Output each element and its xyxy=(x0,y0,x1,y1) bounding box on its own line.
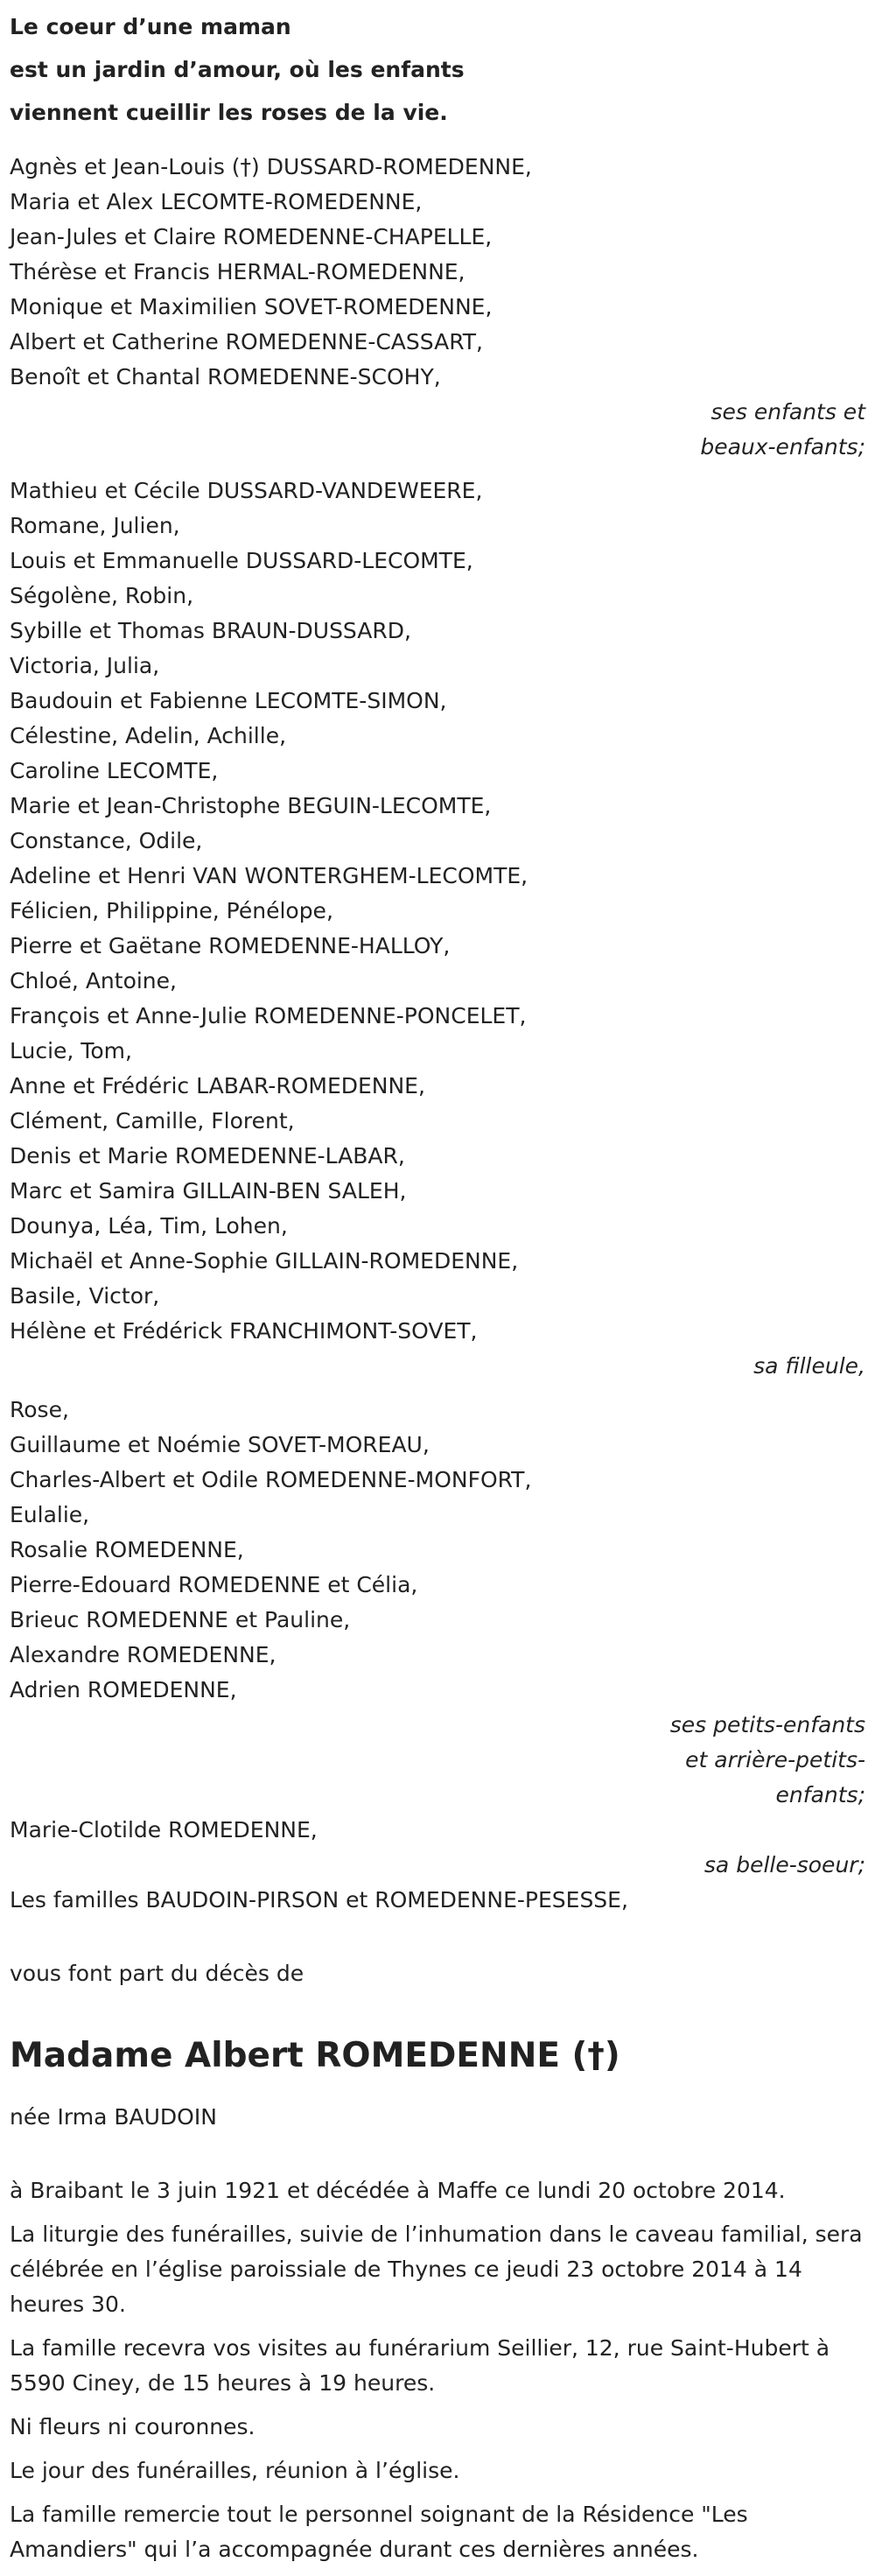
quote-line: viennent cueillir les roses de la vie. xyxy=(10,100,448,125)
list-item: Albert et Catherine ROMEDENNE-CASSART, xyxy=(10,329,483,354)
list-item: Marc et Samira GILLAIN-BEN SALEH, xyxy=(10,1178,407,1204)
list-item: François et Anne-Julie ROMEDENNE-PONCELET, xyxy=(10,1003,527,1028)
list-item: Victoria, Julia, xyxy=(10,653,160,678)
list-item: Adeline et Henri VAN WONTERGHEM-LECOMTE, xyxy=(10,863,528,888)
list-item: Basile, Victor, xyxy=(10,1283,160,1309)
list-item: Pierre-Edouard ROMEDENNE et Célia, xyxy=(10,1572,418,1597)
details xyxy=(10,2173,865,2567)
maiden-name: née Irma BAUDOIN xyxy=(10,2104,217,2130)
grandchildren-list-b xyxy=(10,1393,865,1708)
obituary-document xyxy=(10,5,865,2576)
sister-in-law: Marie-Clotilde ROMEDENNE, xyxy=(10,1817,318,1843)
list-item: Romane, Julien, xyxy=(10,513,180,538)
detail-paragraph: La liturgie des funérailles, suivie de l’inhumation dans le caveau familial, sera célébrée en l’église paroissiale de Thynes ce jeudi 23 octobre 2014 à 14 heures 30. xyxy=(10,2222,863,2317)
epigraph-quote xyxy=(10,5,865,134)
list-item: Mathieu et Cécile DUSSARD-VANDEWEERE, xyxy=(10,478,483,503)
list-item: Adrien ROMEDENNE, xyxy=(10,1677,237,1702)
list-item: Brieuc ROMEDENNE et Pauline, xyxy=(10,1607,351,1632)
list-item: Denis et Marie ROMEDENNE-LABAR, xyxy=(10,1143,405,1169)
list-item: Hélène et Frédérick FRANCHIMONT-SOVET, xyxy=(10,1318,478,1344)
detail-paragraph: La famille remercie tout le personnel soignant de la Résidence "Les Amandiers" qui l’a accompagnée durant ces dernières années. xyxy=(10,2502,748,2562)
list-item: Pierre et Gaëtane ROMEDENNE-HALLOY, xyxy=(10,933,451,958)
detail-paragraph: Le jour des funérailles, réunion à l’église. xyxy=(10,2458,460,2483)
list-item: Baudouin et Fabienne LECOMTE-SIMON, xyxy=(10,688,447,713)
list-item: Agnès et Jean-Louis (†) DUSSARD-ROMEDENNE, xyxy=(10,154,532,179)
detail-paragraph: Ni fleurs ni couronnes. xyxy=(10,2414,256,2439)
list-item: Célestine, Adelin, Achille, xyxy=(10,723,287,748)
list-item: Rose, xyxy=(10,1397,69,1422)
list-item: Guillaume et Noémie SOVET-MOREAU, xyxy=(10,1432,430,1457)
detail-paragraph: à Braibant le 3 juin 1921 et décédée à Maffe ce lundi 20 octobre 2014. xyxy=(10,2178,786,2203)
list-item: Alexandre ROMEDENNE, xyxy=(10,1642,276,1667)
quote-line: est un jardin d’amour, où les enfants xyxy=(10,57,465,82)
announcement: vous font part du décès de xyxy=(10,1961,304,1986)
children-list xyxy=(10,150,865,395)
children-relation: ses enfants et beaux-enfants; xyxy=(700,399,865,460)
list-item: Rosalie ROMEDENNE, xyxy=(10,1537,244,1562)
list-item: Félicien, Philippine, Pénélope, xyxy=(10,898,333,923)
sister-in-law-relation: sa belle-soeur; xyxy=(704,1852,865,1878)
list-item: Monique et Maximilien SOVET-ROMEDENNE, xyxy=(10,294,493,319)
filleule-relation: sa filleule, xyxy=(753,1353,865,1379)
list-item: Michaël et Anne-Sophie GILLAIN-ROMEDENNE, xyxy=(10,1248,519,1274)
deceased-name: Madame Albert ROMEDENNE (†) xyxy=(10,2036,620,2075)
list-item: Anne et Frédéric LABAR-ROMEDENNE, xyxy=(10,1073,425,1098)
list-item: Charles-Albert et Odile ROMEDENNE-MONFORT, xyxy=(10,1467,532,1492)
list-item: Constance, Odile, xyxy=(10,828,203,853)
list-item: Sybille et Thomas BRAUN-DUSSARD, xyxy=(10,618,411,643)
list-item: Maria et Alex LECOMTE-ROMEDENNE, xyxy=(10,189,423,214)
detail-paragraph: La famille recevra vos visites au funérarium Seillier, 12, rue Saint-Hubert à 5590 Ciney, de 15 heures à 19 heures. xyxy=(10,2335,830,2396)
quote-line: Le coeur d’une maman xyxy=(10,14,291,39)
list-item: Eulalie, xyxy=(10,1502,90,1527)
list-item: Jean-Jules et Claire ROMEDENNE-CHAPELLE, xyxy=(10,224,493,249)
list-item: Louis et Emmanuelle DUSSARD-LECOMTE, xyxy=(10,548,473,573)
list-item: Chloé, Antoine, xyxy=(10,968,177,993)
list-item: Caroline LECOMTE, xyxy=(10,758,219,783)
list-item: Clément, Camille, Florent, xyxy=(10,1108,295,1134)
families: Les familles BAUDOIN-PIRSON et ROMEDENNE-PESESSE, xyxy=(10,1887,628,1913)
list-item: Lucie, Tom, xyxy=(10,1038,132,1063)
list-item: Marie et Jean-Christophe BEGUIN-LECOMTE, xyxy=(10,793,492,818)
list-item: Benoît et Chantal ROMEDENNE-SCOHY, xyxy=(10,364,441,390)
grandchildren-relation: ses petits-enfants et arrière-petits- enfants; xyxy=(669,1712,865,1807)
list-item: Ségolène, Robin, xyxy=(10,583,194,608)
list-item: Dounya, Léa, Tim, Lohen, xyxy=(10,1213,288,1239)
list-item: Thérèse et Francis HERMAL-ROMEDENNE, xyxy=(10,259,466,284)
grandchildren-list-a xyxy=(10,474,865,1349)
